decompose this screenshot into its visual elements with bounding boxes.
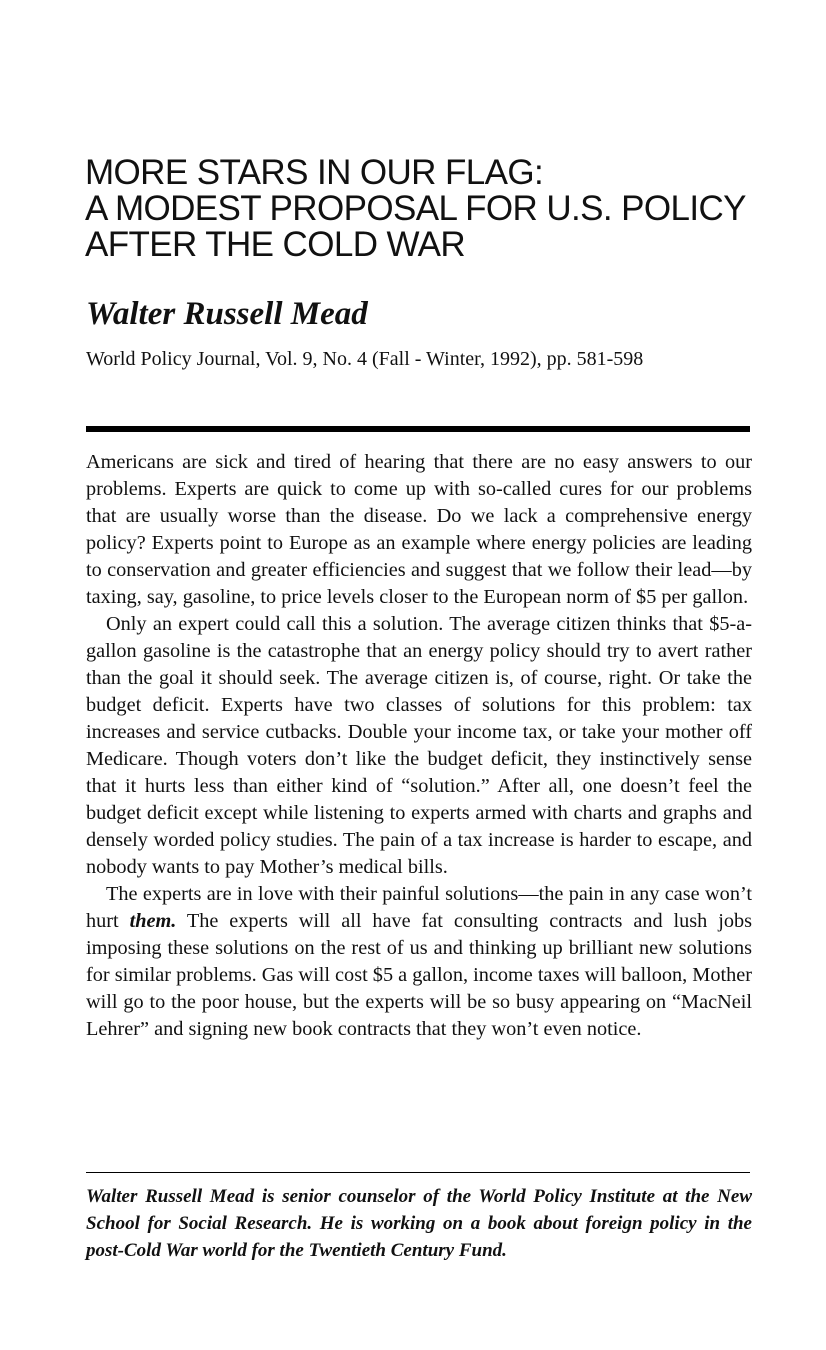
journal-citation: World Policy Journal, Vol. 9, No. 4 (Fall - Winter, 1992), pp. 581-598 bbox=[86, 348, 644, 370]
title-line-3: AFTER THE COLD WAR bbox=[85, 225, 466, 264]
paragraph-1: Americans are sick and tired of hearing that there are no easy answers to our problems. Experts are quick to come up with so-called cures for our problems that are usually worse than the disease. Do we lack a comprehensive energy policy? Experts point to Europe as an example where energy policies are leading to conservation and greater efficiencies and suggest that we follow their lead—by taxing, say, gasoline, to price levels closer to the European norm of $5 per gallon. bbox=[86, 451, 752, 608]
paragraph-3 bbox=[86, 881, 752, 1043]
title-line-1: MORE STARS IN OUR FLAG: bbox=[85, 153, 544, 192]
author-name: Walter Russell Mead bbox=[86, 296, 368, 332]
paragraph-3-end: The experts will all have fat consulting contracts and lush jobs imposing these solutions on the rest of us and thinking up brilliant new solutions for similar problems. Gas will cost $5 a gallon, income taxes will balloon, Mother will go to the poor house, but the experts will be so busy appearing on “MacNeil Lehrer” and signing new book contracts that they won’t even notice. bbox=[86, 910, 753, 1040]
title-line-2: A MODEST PROPOSAL FOR U.S. POLICY bbox=[85, 189, 746, 228]
paragraph-3-start: The experts are in love with their painful solutions—the pain in any case won’t hurt bbox=[86, 883, 752, 932]
author-footnote: Walter Russell Mead is senior counselor of the World Policy Institute at the New School for Social Research. He is working on a book about foreign policy in the post-Cold War world for the Twentieth Century Fund. bbox=[86, 1186, 752, 1261]
paragraph-3-emphasis: them. bbox=[129, 910, 177, 932]
article-title bbox=[85, 155, 785, 263]
header-divider bbox=[86, 426, 750, 432]
footnote-divider bbox=[86, 1172, 750, 1173]
paragraph-2: Only an expert could call this a solution. The average citizen thinks that $5-a-gallon gasoline is the catastrophe that an energy policy should try to avert rather than the goal it should seek. The average citizen is, of course, right. Or take the budget deficit. Experts have two classes of solutions for this problem: tax increases and service cutbacks. Double your income tax, or take your mother off Medicare. Though voters don’t like the budget deficit, they instinctively sense that it hurts less than either kind of “solution.” After all, one doesn’t feel the budget deficit except while listening to experts armed with charts and graphs and densely worded policy studies. The pain of a tax increase is harder to escape, and nobody wants to pay Mother’s medical bills. bbox=[86, 613, 752, 878]
article-body bbox=[86, 449, 752, 1043]
